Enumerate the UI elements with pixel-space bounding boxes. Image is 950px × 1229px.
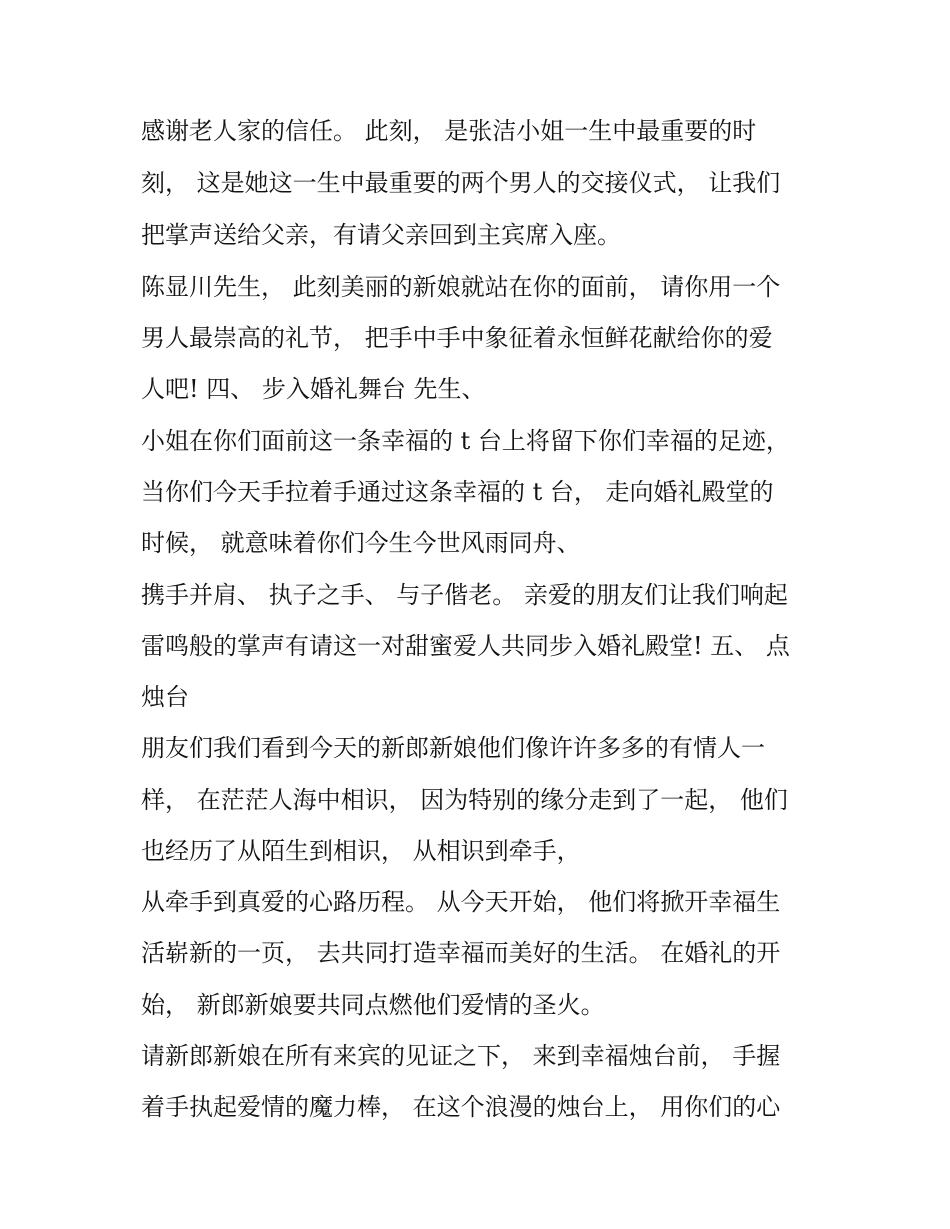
text-line: 把掌声送给父亲，有请父亲回到主宾席入座。 xyxy=(141,221,621,249)
text-line: 陈显川先生， 此刻美丽的新娘就站在你的面前， 请你用一个 xyxy=(141,273,781,301)
text-line: 人吧! 四、 步入婚礼舞台 先生、 xyxy=(141,375,486,403)
text-line: 朋友们我们看到今天的新郎新娘他们像许许多多的有情人一 xyxy=(141,734,765,762)
text-line: 当你们今天手拉着手通过这条幸福的 t 台， 走向婚礼殿堂的 xyxy=(141,478,774,506)
text-line: 时候， 就意味着你们今生今世风雨同舟、 xyxy=(141,529,581,557)
text-line: 着手执起爱情的魔力棒， 在这个浪漫的烛台上， 用你们的心 xyxy=(141,1093,781,1121)
text-line: 请新郎新娘在所有来宾的见证之下， 来到幸福烛台前， 手握 xyxy=(141,1042,781,1070)
text-line: 雷鸣般的掌声有请这一对甜蜜爱人共同步入婚礼殿堂! 五、 点 xyxy=(141,632,790,660)
text-line: 样， 在茫茫人海中相识， 因为特别的缘分走到了一起， 他们 xyxy=(141,786,788,814)
text-line: 小姐在你们面前这一条幸福的 t 台上将留下你们幸福的足迹， xyxy=(141,427,790,455)
text-line: 始， 新郎新娘要共同点燃他们爱情的圣火。 xyxy=(141,991,605,1019)
text-line: 携手并肩、 执子之手、 与子偕老。 亲爱的朋友们让我们响起 xyxy=(141,581,788,609)
text-line: 刻， 这是她这一生中最重要的两个男人的交接仪式， 让我们 xyxy=(141,169,781,197)
text-line: 烛台 xyxy=(141,683,189,711)
text-line: 男人最崇高的礼节， 把手中手中象征着永恒鲜花献给你的爱 xyxy=(141,324,773,352)
text-line: 活崭新的一页， 去共同打造幸福而美好的生活。 在婚礼的开 xyxy=(141,939,781,967)
text-line: 从牵手到真爱的心路历程。 从今天开始， 他们将掀开幸福生 xyxy=(141,888,781,916)
text-line: 也经历了从陌生到相识， 从相识到牵手， xyxy=(141,837,581,865)
text-line: 感谢老人家的信任。 此刻， 是张洁小姐一生中最重要的时 xyxy=(141,117,757,145)
